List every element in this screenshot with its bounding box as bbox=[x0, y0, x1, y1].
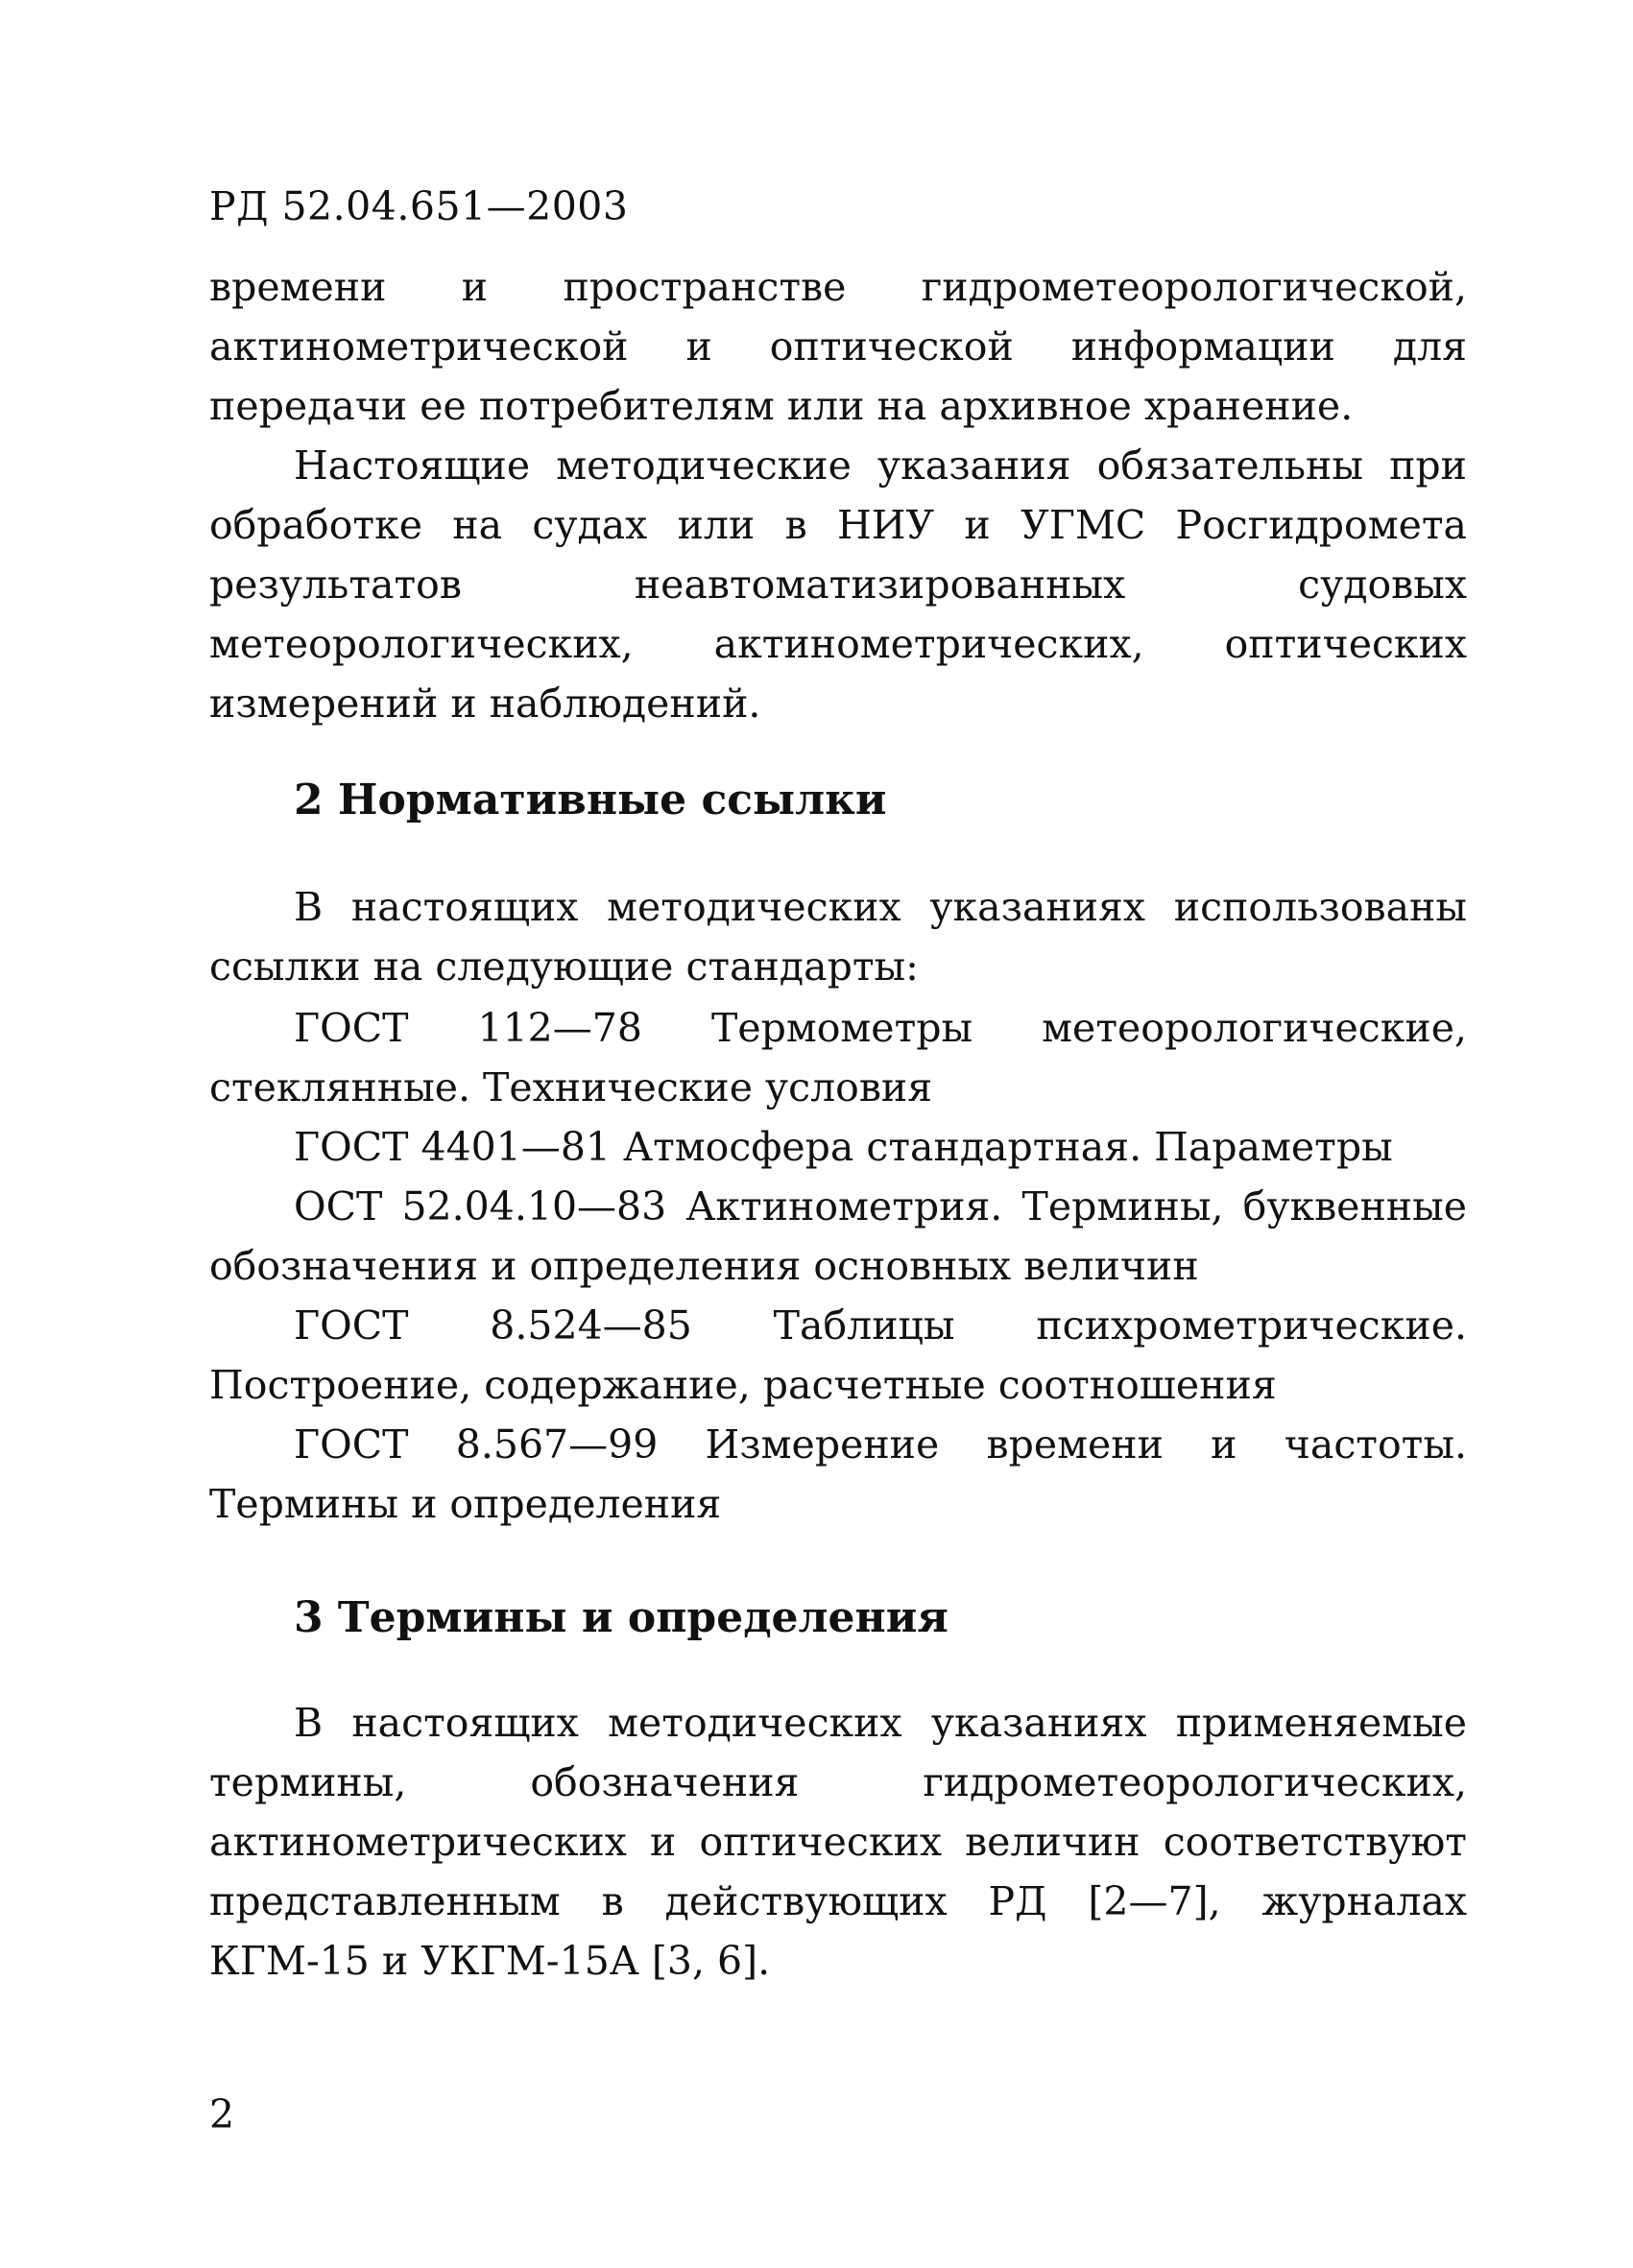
document-code-header: РД 52.04.651—2003 bbox=[209, 183, 629, 229]
reference-item: ОСТ 52.04.10—83 Актинометрия. Термины, буквенные обозначения и определения основных величин bbox=[209, 1183, 1467, 1289]
reference-item: ГОСТ 8.524—85 Таблицы психрометрические. Построение, содержание, расчетные соотношения bbox=[209, 1302, 1467, 1408]
section-2-intro-block bbox=[209, 877, 1467, 996]
section-3-paragraph: В настоящих методических указаниях применяемые термины, обозначения гидрометеорологических, актинометрических и оптических величин соответствуют представленным в действующих РД [2—7], журналах КГМ-15 и УКГМ-15А [3, 6]. bbox=[209, 1700, 1467, 1984]
intro-paragraph-continuation: времени и пространстве гидрометеорологической, актинометрической и оптической информации для передачи ее потребителям или на архивное хранение. bbox=[209, 264, 1467, 429]
reference-item: ГОСТ 112—78 Термометры метеорологические, стеклянные. Технические условия bbox=[209, 1005, 1467, 1110]
page-number: 2 bbox=[209, 2091, 235, 2137]
section-2-intro: В настоящих методических указаниях использованы ссылки на следующие стандарты: bbox=[209, 884, 1467, 990]
section-3-heading: 3 Термины и определения bbox=[294, 1593, 949, 1642]
section-2-heading: 2 Нормативные ссылки bbox=[294, 776, 887, 824]
intro-paragraph-scope: Настоящие методические указания обязательны при обработке на судах или в НИУ и УГМС Росгидромета результатов неавтоматизированных судовых метеорологических, актинометрических, оптических измерений и наблюдений. bbox=[209, 442, 1467, 727]
reference-item: ГОСТ 4401—81 Атмосфера стандартная. Параметры bbox=[294, 1124, 1393, 1170]
normative-references-list bbox=[209, 998, 1467, 1534]
reference-item: ГОСТ 8.567—99 Измерение времени и частоты. Термины и определения bbox=[209, 1421, 1467, 1527]
intro-text bbox=[209, 257, 1467, 733]
section-3-text-block bbox=[209, 1693, 1467, 1991]
